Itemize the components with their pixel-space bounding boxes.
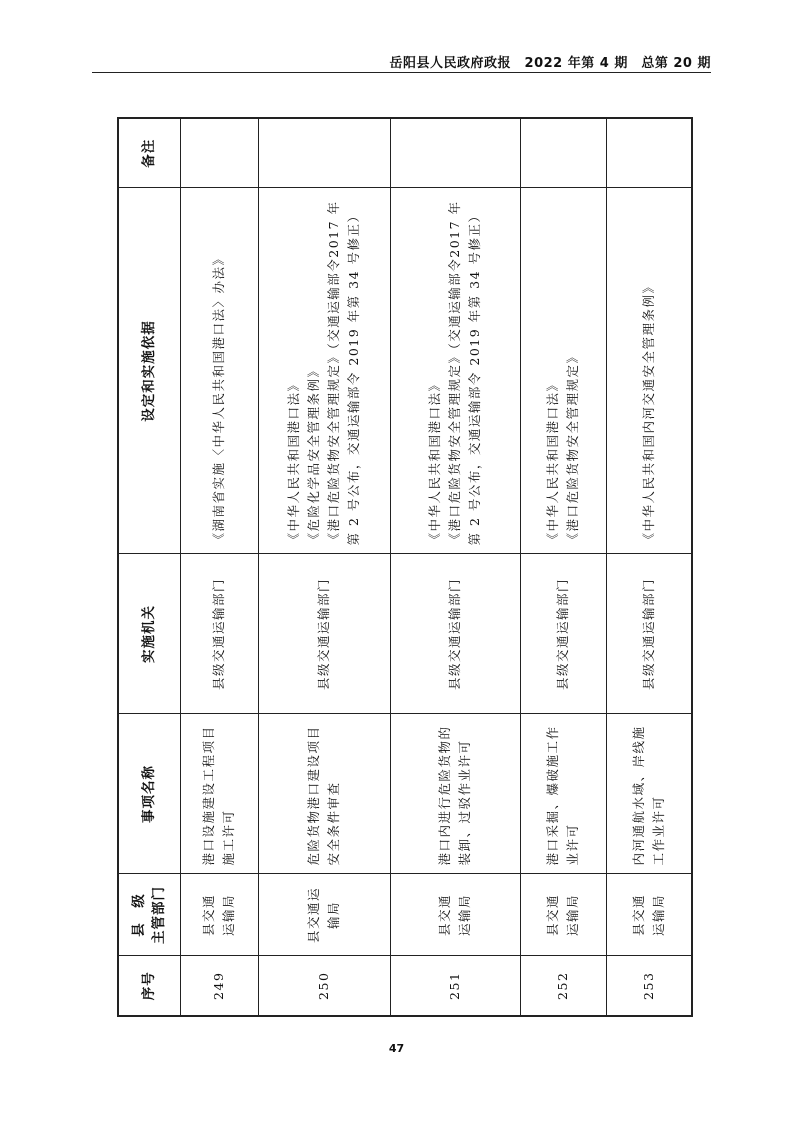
basis-line: 《中华人民共和国内河交通安全管理条例》 [640,279,656,546]
cell-item: 内河通航水域、岸线施工作业许可 [606,714,692,874]
basis-line: 《中华人民共和国港口法》 [545,377,560,546]
basis-line: 《港口危险货物安全管理规定》（交通运输部令2017 年第 2 号公布，交通运输部令 2019 年第 34 号修正） [447,200,482,546]
cell-item: 危险货物港口建设项目安全条件审查 [258,714,390,874]
table-row [520,118,606,1016]
table-row [606,118,692,1016]
cell-dept-line2: 运输局 [565,894,580,937]
cell-agency: 县级交通运输部门 [390,554,520,714]
col-header-dept-line1: 县 级 [131,893,148,937]
cell-dept-line1: 县交通 [545,894,560,937]
col-header-basis: 设定和实施依据 [118,188,180,554]
cell-remark [180,118,258,188]
cell-dept-line2: 运输局 [221,894,236,937]
col-header-dept [118,874,180,956]
cell-item: 港口内进行危险货物的装卸、过驳作业许可 [390,714,520,874]
cell-dept-line1: 县交通运 [306,887,321,944]
basis-line: 《湖南省实施〈中华人民共和国港口法〉办法》 [211,251,226,546]
cell-dept-line1: 县交通 [630,894,646,937]
cell-dept [180,874,258,956]
cell-basis [180,188,258,554]
table-row [258,118,390,1016]
administrative-items-table [117,117,693,1017]
table-row [390,118,520,1016]
header-divider [92,72,711,73]
col-header-remark: 备注 [118,118,180,188]
cell-remark [606,118,692,188]
cell-dept-line2: 运输局 [457,894,472,937]
cell-item: 港口采掘、爆破施工作业许可 [520,714,606,874]
cell-dept [258,874,390,956]
col-header-agency: 实施机关 [118,554,180,714]
col-header-seq: 序号 [118,956,180,1016]
cell-dept-line1: 县交通 [201,894,216,937]
table-row [180,118,258,1016]
basis-line: 《中华人民共和国港口法》 [286,377,301,546]
cell-seq: 249 [180,956,258,1016]
col-header-item: 事项名称 [118,714,180,874]
cell-item: 港口设施建设工程项目施工许可 [180,714,258,874]
cell-basis [520,188,606,554]
basis-line: 《港口危险货物安全管理规定》 [565,349,580,546]
cell-seq: 250 [258,956,390,1016]
cell-basis [606,188,692,554]
basis-line: 《中华人民共和国港口法》 [427,377,442,546]
cell-basis [258,188,390,554]
cell-basis [390,188,520,554]
cell-dept [520,874,606,956]
cell-seq: 252 [520,956,606,1016]
cell-remark [390,118,520,188]
cell-seq: 253 [606,956,692,1016]
rotated-table-container [117,119,691,1017]
cell-dept [606,874,692,956]
cell-dept [390,874,520,956]
cell-dept-line2: 运输局 [650,894,666,937]
col-header-dept-line2: 主管部门 [151,886,168,944]
cell-agency: 县级交通运输部门 [520,554,606,714]
page-header-title: 岳阳县人民政府政报 2022 年第 4 期 总第 20 期 [389,56,711,71]
cell-agency: 县级交通运输部门 [258,554,390,714]
page-number: 47 [388,1042,405,1055]
basis-line: 《危险化学品安全管理条例》 [306,363,321,546]
cell-agency: 县级交通运输部门 [606,554,692,714]
table-header-row [118,118,180,1016]
cell-agency: 县级交通运输部门 [180,554,258,714]
cell-dept-line2: 输局 [326,901,341,930]
cell-remark [258,118,390,188]
cell-dept-line1: 县交通 [437,894,452,937]
cell-seq: 251 [390,956,520,1016]
cell-remark [520,118,606,188]
basis-line: 《港口危险货物安全管理规定》（交通运输部令2017 年第 2 号公布，交通运输部令 2019 年第 34 号修正） [326,200,361,546]
